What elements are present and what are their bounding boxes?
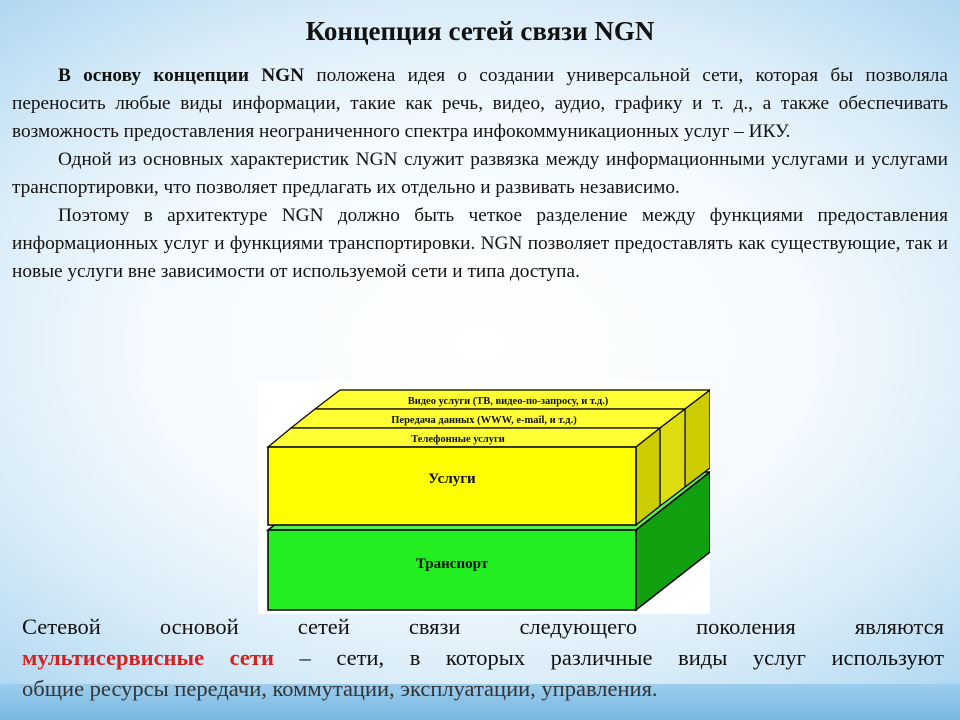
conclusion-line-2-rest: – сети, в которых различные виды услуг используют [273,645,944,670]
transport-layer-label: Транспорт [415,556,489,572]
conclusion-text [22,611,944,704]
data-layer-label: Передача данных (WWW, e-mail, и т.д.) [391,415,577,426]
paragraph-1-text: положена идея о создании универсальной сети, которая бы позволяла переносить любые виды информации, такие как речь, видео, аудио, графику и т. д., а также обеспечивать возможность предоставления неограниченного спектра инфокоммуникационных услуг – ИКУ. [12,65,948,142]
paragraph-3: Поэтому в архитектуре NGN должно быть четкое разделение между функциями предоставления информационных услуг и функциями транспортировки. NGN позволяет предоставлять как существующие, так и новые услуги вне зависимости от используемой сети и типа доступа. [12,205,948,282]
ngn-architecture-diagram [258,382,710,614]
conclusion-line-1: Сетевой основой сетей связи следующего поколения являются [22,614,944,639]
phone-layer-label: Телефонные услуги [411,434,505,445]
paragraph-1 [12,62,948,146]
paragraph-2: Одной из основных характеристик NGN служит развязка между информационными услугами и услугами транспортировки, что позволяет предлагать их отдельно и развивать независимо. [12,149,948,198]
multiservice-networks-highlight: мультисервисные сети [22,645,274,670]
conclusion-line-3: общие ресурсы передачи, коммутации, эксплуатации, управления. [22,676,658,701]
paragraph-1-lead: В основу концепции NGN [58,65,305,86]
conclusion-line-2 [22,642,944,673]
services-layer-label: Услуги [428,471,476,487]
body-text [12,62,948,286]
page-title: Концепция сетей связи NGN [305,16,655,46]
video-layer-label: Видео услуги (ТВ, видео-по-запросу, и т.д.) [407,396,609,407]
